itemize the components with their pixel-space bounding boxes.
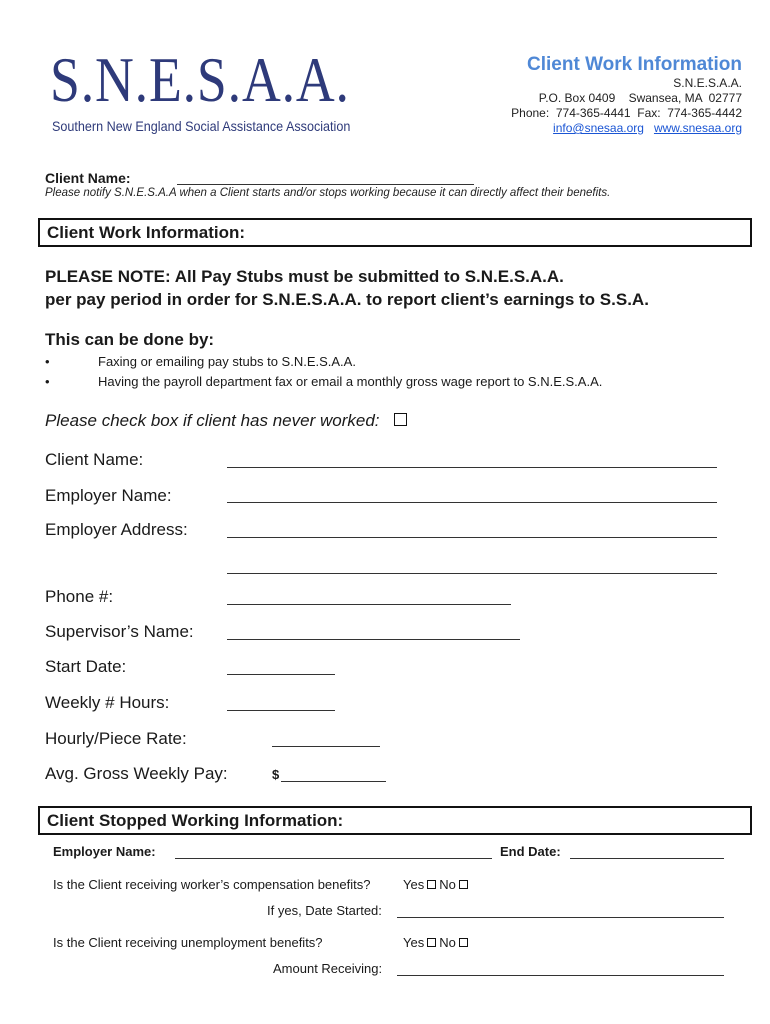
bullet-item-2 (45, 374, 602, 389)
notify-text: Please notify S.N.E.S.A.A when a Client starts and/or stops working because it can directly affect their benefits. (45, 187, 611, 199)
start-date-label: Start Date: (45, 657, 127, 676)
weekly-hours-field[interactable] (227, 710, 335, 711)
end-date-label: End Date: (500, 844, 561, 859)
stop-employer-field[interactable] (175, 858, 492, 859)
note-line-2: per pay period in order for S.N.E.S.A.A. to report client’s earnings to S.S.A. (45, 290, 649, 309)
logo-wordmark: S.N.E.S.A.A. (50, 44, 350, 115)
employer-address-field-2[interactable] (227, 573, 717, 574)
email-link[interactable]: info@snesaa.org (553, 121, 644, 135)
workers-comp-question: Is the Client receiving worker’s compensation benefits? (53, 877, 371, 892)
amount-receiving-label: Amount Receiving: (273, 961, 383, 976)
header-title: Client Work Information (527, 54, 742, 75)
hourly-rate-label: Hourly/Piece Rate: (45, 729, 187, 748)
note-line-1: PLEASE NOTE: All Pay Stubs must be submitted to S.N.E.S.A.A. (45, 267, 564, 286)
top-client-name-field[interactable] (177, 184, 474, 185)
client-name-label: Client Name: (45, 450, 144, 469)
unemployment-no-label: No (439, 935, 456, 950)
end-date-field[interactable] (570, 858, 724, 859)
workers-comp-yes-label: Yes (403, 877, 425, 892)
avg-gross-label: Avg. Gross Weekly Pay: (45, 764, 228, 783)
bullet-text: Faxing or emailing pay stubs to S.N.E.S.A.A. (98, 354, 356, 369)
dollar-sign: $ (272, 767, 280, 782)
header-org: S.N.E.S.A.A. (673, 76, 742, 90)
header-address: P.O. Box 0409 Swansea, MA 02777 (538, 91, 742, 105)
weekly-hours-label: Weekly # Hours: (45, 693, 170, 712)
unemployment-question: Is the Client receiving unemployment benefits? (53, 935, 323, 950)
employer-address-field-1[interactable] (227, 537, 717, 538)
bullet-icon: • (45, 354, 50, 369)
never-worked-checkbox[interactable] (394, 413, 407, 426)
workers-comp-no-checkbox[interactable] (459, 880, 468, 889)
unemployment-options (403, 935, 471, 950)
logo-tagline: Southern New England Social Assistance Association (52, 118, 351, 134)
amount-receiving-field[interactable] (397, 975, 724, 976)
employer-address-label: Employer Address: (45, 520, 188, 539)
header-links (543, 121, 742, 135)
supervisor-label: Supervisor’s Name: (45, 622, 194, 641)
stop-employer-label: Employer Name: (53, 844, 156, 859)
done-by-heading: This can be done by: (45, 330, 215, 349)
phone-label: Phone #: (45, 587, 114, 606)
workers-comp-no-label: No (439, 877, 456, 892)
employer-name-field[interactable] (227, 502, 717, 503)
stopped-section-header: Client Stopped Working Information: (38, 806, 752, 835)
never-worked-label: Please check box if client has never worked: (45, 411, 380, 430)
unemployment-no-checkbox[interactable] (459, 938, 468, 947)
workers-comp-options (403, 877, 471, 892)
avg-gross-field[interactable] (281, 781, 386, 782)
phone-field[interactable] (227, 604, 511, 605)
never-worked-row (45, 411, 407, 431)
client-name-field[interactable] (227, 467, 717, 468)
date-started-field[interactable] (397, 917, 724, 918)
hourly-rate-field[interactable] (272, 746, 380, 747)
header-phone: Phone: 774-365-4441 Fax: 774-365-4442 (511, 106, 742, 120)
workers-comp-yes-checkbox[interactable] (427, 880, 436, 889)
supervisor-field[interactable] (227, 639, 520, 640)
date-started-label: If yes, Date Started: (267, 903, 382, 918)
top-client-name-label: Client Name: (45, 170, 131, 186)
employer-name-label: Employer Name: (45, 486, 172, 505)
unemployment-yes-label: Yes (403, 935, 425, 950)
bullet-text: Having the payroll department fax or email a monthly gross wage report to S.N.E.S.A.A. (98, 374, 603, 389)
bullet-item-1 (45, 354, 356, 369)
website-link[interactable]: www.snesaa.org (653, 121, 742, 135)
work-section-header: Client Work Information: (38, 218, 752, 247)
start-date-field[interactable] (227, 674, 335, 675)
bullet-icon: • (45, 374, 50, 389)
unemployment-yes-checkbox[interactable] (427, 938, 436, 947)
